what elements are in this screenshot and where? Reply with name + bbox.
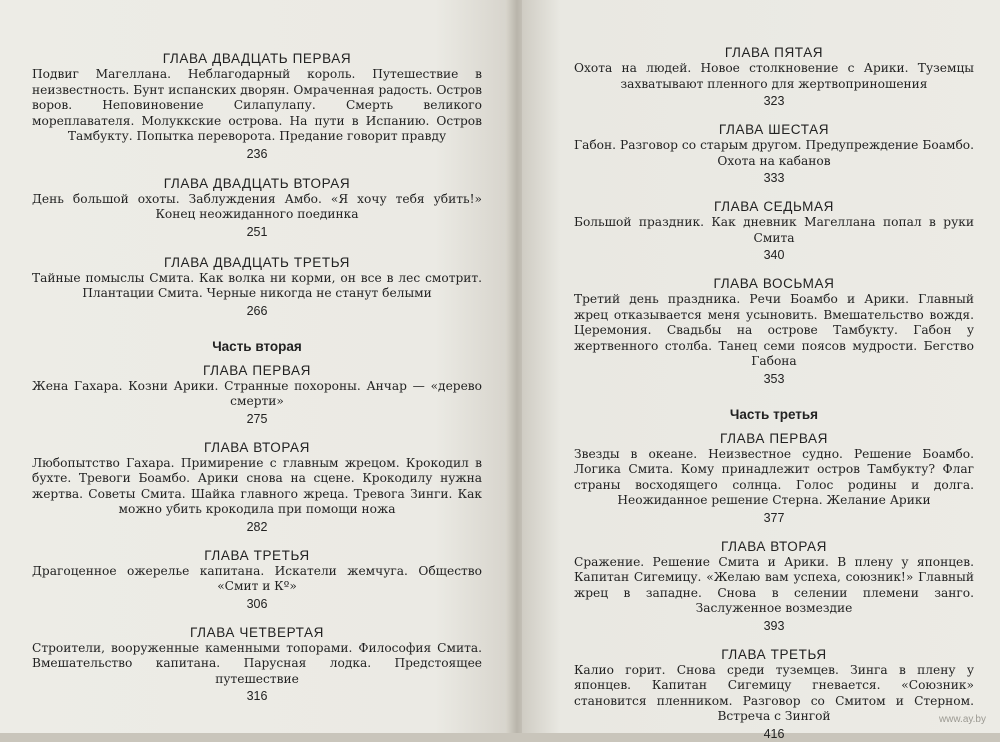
chapter-description: Калио горит. Снова среди туземцев. Зинга в плену у японцев. Капитан Сигемицу гневается. «Союзник» становится пленником. Разговор со Смитом и Стерном. Встреча с Зингой	[574, 662, 974, 723]
chapter-page-number: 323	[763, 94, 785, 108]
chapter-description: Сражение. Решение Смита и Арики. В плену у японцев. Капитан Сигемицу. «Желаю вам успеха, союзник!» Главный жрец в западне. Снова в селении племени занго. Заслуженное возмездие	[574, 554, 974, 615]
chapter-entry	[32, 624, 482, 705]
chapter-entry	[32, 439, 482, 535]
chapter-entry	[32, 254, 482, 319]
chapter-entry	[574, 430, 974, 526]
right-page	[522, 0, 1000, 741]
chapter-description: Охота на людей. Новое столкновение с Арики. Туземцы захватывают пленного для жертвоприношения	[574, 61, 974, 91]
chapter-heading: ГЛАВА ТРЕТЬЯ	[721, 646, 827, 662]
chapter-description: Любопытство Гахара. Примирение с главным жрецом. Крокодил в бухте. Тревоги Боамбо. Арики снова на сцене. Крокодилу нужна жертва. Советы Смита. Шайка главного жреца. Тревога Зинги. Как можно убить крокодила при помощи ножа	[32, 455, 482, 516]
chapter-heading: ГЛАВА ЧЕТВЕРТАЯ	[190, 624, 324, 640]
chapter-description: Большой праздник. Как дневник Магеллана попал в руки Смита	[574, 215, 974, 245]
chapter-page-number: 282	[246, 519, 268, 534]
chapter-entry	[574, 198, 974, 263]
chapter-entry	[32, 547, 482, 612]
chapter-page-number: 416	[763, 726, 785, 741]
left-page-content	[32, 50, 482, 704]
chapter-heading: ГЛАВА ТРЕТЬЯ	[204, 547, 310, 563]
chapter-description: Жена Гахара. Козни Арики. Странные похороны. Анчар — «дерево смерти»	[32, 378, 482, 408]
chapter-page-number: 236	[246, 146, 268, 161]
chapter-heading: ГЛАВА ДВАДЦАТЬ ПЕРВАЯ	[162, 51, 352, 66]
chapter-heading: ГЛАВА СЕДЬМАЯ	[714, 199, 834, 214]
chapter-heading: ГЛАВА ПЕРВАЯ	[720, 430, 828, 446]
watermark-text: www.ay.by	[938, 714, 986, 725]
chapter-page-number: 340	[763, 248, 785, 262]
chapter-description: Драгоценное ожерелье капитана. Искатели жемчуга. Общество «Смит и Кº»	[32, 563, 482, 593]
chapter-heading: ГЛАВА ВТОРАЯ	[720, 538, 828, 554]
chapter-description: Тайные помыслы Смита. Как волка ни корми, он все в лес смотрит. Плантации Смита. Черные никогда не станут белыми	[32, 270, 482, 300]
chapter-description: День большой охоты. Заблуждения Амбо. «Я хочу тебя убить!» Конец неожиданного поединка	[32, 191, 482, 221]
chapter-description: Габон. Разговор со старым другом. Предупреждение Боамбо. Охота на кабанов	[574, 138, 974, 168]
chapter-entry	[574, 538, 974, 634]
chapter-heading: ГЛАВА ДВАДЦАТЬ ВТОРАЯ	[163, 175, 351, 191]
chapter-heading: ГЛАВА ПЕРВАЯ	[203, 362, 311, 378]
part-title: Часть третья	[729, 406, 819, 422]
chapter-heading: ГЛАВА ВТОРАЯ	[203, 439, 311, 455]
chapter-entry	[32, 362, 482, 427]
chapter-entry	[32, 175, 482, 240]
right-page-content	[574, 44, 974, 742]
chapter-heading: ГЛАВА ДВАДЦАТЬ ТРЕТЬЯ	[164, 254, 350, 270]
chapter-heading: ГЛАВА ШЕСТАЯ	[718, 122, 830, 137]
chapter-page-number: 353	[763, 371, 785, 386]
chapter-description: Третий день праздника. Речи Боамбо и Арики. Главный жрец отказывается меня усыновить. Вмешательство вождя. Церемония. Свадьбы на острове Тамбукту. Габон у жертвенного столба. Танец семи поясов мудрости. Бегство Габона	[574, 292, 974, 368]
chapter-entry	[574, 44, 974, 109]
chapter-entry	[32, 50, 482, 162]
chapter-heading: ГЛАВА ВОСЬМАЯ	[713, 276, 835, 291]
part-title: Часть вторая	[212, 338, 302, 354]
chapter-page-number: 377	[763, 510, 785, 525]
chapter-page-number: 316	[246, 689, 268, 703]
chapter-page-number: 333	[763, 171, 785, 185]
chapter-description: Строители, вооруженные каменными топорами. Философия Смита. Вмешательство капитана. Парусная лодка. Предстоящее путешествие	[32, 640, 482, 686]
chapter-entry	[574, 646, 974, 742]
chapter-description: Звезды в океане. Неизвестное судно. Решение Боамбо. Логика Смита. Кому принадлежит остров Тамбукту? Флаг страны восходящего солнца. Голос родины и долга. Неожиданное решение Стерна. Желание Арики	[574, 446, 974, 507]
chapter-entry	[574, 275, 974, 387]
chapter-page-number: 266	[246, 303, 268, 318]
chapter-heading: ГЛАВА ПЯТАЯ	[724, 45, 824, 60]
chapter-page-number: 251	[246, 224, 268, 239]
chapter-page-number: 393	[763, 618, 785, 633]
chapter-entry	[574, 121, 974, 186]
chapter-page-number: 275	[246, 411, 268, 426]
chapter-description: Подвиг Магеллана. Неблагодарный король. Путешествие в неизвестность. Бунт испанских дворян. Омраченная радость. Остров воров. Неповиновение Силапулапу. Смерть великого мореплавателя. Молуккские острова. На пути в Испанию. Остров Тамбукту. Попытка переворота. Предание говорит правду	[32, 67, 482, 143]
chapter-page-number: 306	[246, 596, 268, 611]
